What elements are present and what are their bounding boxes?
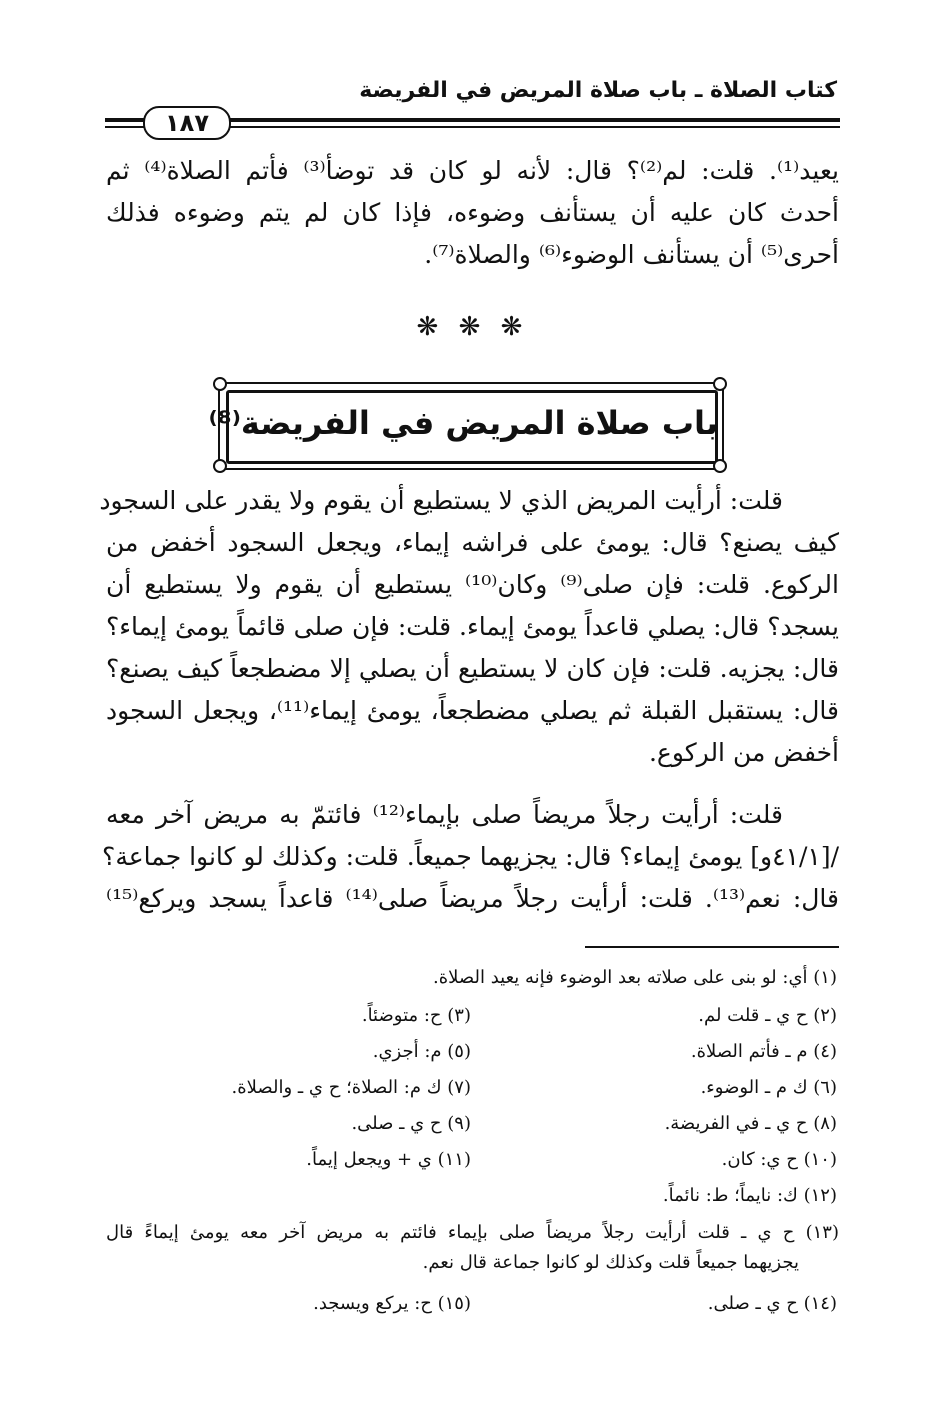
footnote-11: (١١) ي + ويجعل إيماً.	[306, 1149, 471, 1170]
footnote-3: (٣) ح: متوضئاً.	[361, 1005, 471, 1026]
paragraph-2	[99, 480, 839, 774]
running-title: كتاب الصلاة ـ باب صلاة المريض في الفريضة	[359, 78, 837, 103]
text-line: قلت: أرأيت رجلاً مريضاً صلى بإيماء⁽¹²⁾ فائتمّ به مريض آخر معه	[106, 800, 783, 829]
text-line: الركوع. قلت: فإن صلى⁽⁹⁾ وكان⁽¹⁰⁾ يستطيع أن يقوم ولا يستطيع أن	[106, 570, 839, 599]
text-line: كيف يصنع؟ قال: يومئ على فراشه إيماء، ويجعل السجود أخفض من	[106, 528, 839, 557]
footnote-10: (١٠) ح ي: كان.	[721, 1149, 837, 1170]
footnote-15: (١٥) ح: يركع ويسجد.	[313, 1293, 471, 1314]
text-line: /[٤١/١و] يومئ إيماء؟ قال: يجزيهما جميعاً. قلت: وكذلك لو كانوا جماعة؟	[102, 842, 839, 871]
text-line: أحرى⁽⁵⁾ أن يستأنف الوضوء⁽⁶⁾ والصلاة⁽⁷⁾.	[424, 240, 839, 269]
footnote-4: (٤) م ـ فأتم الصلاة.	[690, 1041, 837, 1062]
text-line: قال: يجزيه. قلت: فإن كان لا يستطيع أن يصلي إلا مضطجعاً كيف يصنع؟	[106, 654, 839, 683]
frame-corner-ornament	[213, 377, 227, 391]
footnote-1: (١) أي: لو بنى على صلاته بعد الوضوء فإنه يعيد الصلاة.	[433, 967, 837, 988]
ornament-separator: ❋ ❋ ❋	[416, 312, 529, 342]
footnote-rule	[585, 946, 839, 948]
frame-corner-ornament	[713, 377, 727, 391]
footnote-line: (١٣) ح ي ـ قلت أرأيت رجلاً مريضاً صلى بإيماء فائتم به مريض آخر معه يومئ إيماءً قال	[106, 1222, 839, 1243]
text-line: يعيد⁽¹⁾. قلت: لم⁽²⁾؟ قال: لأنه لو كان قد توضأ⁽³⁾ فأتم الصلاة⁽⁴⁾ ثم	[106, 156, 839, 185]
page-number: ١٨٧	[143, 106, 231, 140]
footnote-12: (١٢) ك: نايماً؛ ط: نائماً.	[662, 1185, 837, 1206]
text-line: قال: يستقبل القبلة ثم يصلي مضطجعاً، يومئ إيماء⁽¹¹⁾، ويجعل السجود	[106, 696, 839, 725]
footnote-6: (٦) ك م ـ الوضوء.	[700, 1077, 837, 1098]
text-line: قلت: أرأيت المريض الذي لا يستطيع أن يقوم ولا يقدر على السجود	[99, 486, 783, 515]
footnote-2: (٢) ح ي ـ قلت لم.	[698, 1005, 837, 1026]
footnote-8: (٨) ح ي ـ في الفريضة.	[664, 1113, 837, 1134]
frame-corner-ornament	[213, 459, 227, 473]
text-line: أخفض من الركوع.	[648, 738, 839, 767]
chapter-title: باب صلاة المريض في الفريضة⁽⁸⁾	[208, 404, 718, 442]
text-line: أحدث كان عليه أن يستأنف وضوءه، فإذا كان لم يتم وضوءه فذلك	[106, 198, 839, 227]
footnote-13	[106, 1218, 839, 1278]
frame-corner-ornament	[713, 459, 727, 473]
text-line: قال: نعم⁽¹³⁾. قلت: أرأيت رجلاً مريضاً صلى⁽¹⁴⁾ قاعداً يسجد ويركع⁽¹⁵⁾	[106, 884, 839, 913]
footnote-7: (٧) ك م: الصلاة؛ ح ي ـ والصلاة.	[231, 1077, 471, 1098]
footnote-14: (١٤) ح ي ـ صلى.	[707, 1293, 837, 1314]
paragraph-1	[106, 150, 839, 276]
footnote-9: (٩) ح ي ـ صلى.	[351, 1113, 471, 1134]
footnote-line: يجزيهما جميعاً قلت وكذلك لو كانوا جماعة قال نعم.	[422, 1252, 799, 1273]
paragraph-3	[102, 794, 839, 920]
footnote-5: (٥) م: أجزي.	[372, 1041, 471, 1062]
text-line: يسجد؟ قال: يصلي قاعداً يومئ إيماء. قلت: فإن صلى قائماً يومئ إيماء؟	[106, 612, 839, 641]
